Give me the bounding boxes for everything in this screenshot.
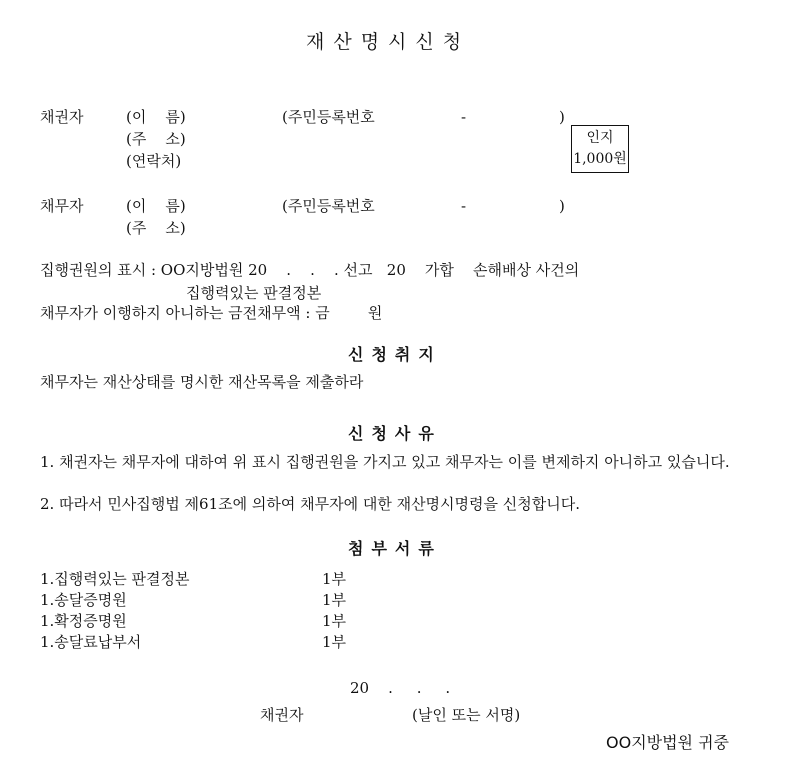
creditor-name-label: (이 름) — [126, 108, 186, 126]
debtor-label: 채무자 — [40, 197, 84, 215]
creditor-id-dash: - — [461, 108, 467, 126]
debtor-id-close: ) — [559, 197, 565, 215]
creditor-label: 채권자 — [40, 108, 84, 126]
attachment-item-name: 1.확정증명원 — [40, 612, 127, 630]
purpose-heading: 신청취지 — [348, 345, 442, 364]
attachment-item-qty: 1부 — [322, 570, 347, 588]
attachments-heading: 첨부서류 — [348, 539, 442, 558]
creditor-id-close: ) — [559, 108, 565, 126]
reason-item-2: 2. 따라서 민사집행법 제61조에 의하여 채무자에 대한 재산명시명령을 신청합니다. — [40, 495, 580, 513]
attachment-item-name: 1.집행력있는 판결정본 — [40, 570, 190, 588]
stamp-amount: 1,000원 — [573, 151, 627, 167]
debtor-id-dash: - — [461, 197, 467, 215]
debtor-name-label: (이 름) — [126, 197, 186, 215]
purpose-text: 채무자는 재산상태를 명시한 재산목록을 제출하라 — [40, 373, 364, 391]
debtor-id-label: (주민등록번호 — [282, 197, 375, 215]
signature-note: (날인 또는 서명) — [412, 706, 521, 724]
filing-date: 20 . . . — [350, 679, 451, 697]
attachment-item-name: 1.송달증명원 — [40, 591, 127, 609]
attachment-item-qty: 1부 — [322, 633, 347, 651]
reasons-heading: 신청사유 — [348, 424, 442, 443]
execution-title-line2: 집행력있는 판결정본 — [186, 284, 322, 302]
creditor-contact-label: (연락처) — [126, 152, 182, 170]
debt-amount-line: 채무자가 이행하지 아니하는 금전채무액 : 금 원 — [40, 304, 383, 322]
document-title: 재산명시신청 — [306, 31, 471, 53]
attachment-item-qty: 1부 — [322, 612, 347, 630]
reason-item-1: 1. 채권자는 채무자에 대하여 위 표시 집행권원을 가지고 있고 채무자는 이를 변제하지 아니하고 있습니다. — [40, 453, 730, 471]
execution-title-line: 집행권원의 표시 : OO지방법원 20 . . . 선고 20 가합 손해배상 사건의 — [40, 261, 580, 279]
attachment-item-name: 1.송달료납부서 — [40, 633, 142, 651]
signer-label: 채권자 — [260, 706, 304, 724]
debtor-address-label: (주 소) — [126, 219, 186, 237]
stamp-label: 인지 — [586, 130, 614, 146]
court-addressee: OO지방법원 귀중 — [606, 733, 730, 752]
creditor-id-label: (주민등록번호 — [282, 108, 375, 126]
revenue-stamp-box — [571, 125, 629, 173]
attachment-item-qty: 1부 — [322, 591, 347, 609]
creditor-address-label: (주 소) — [126, 130, 186, 148]
